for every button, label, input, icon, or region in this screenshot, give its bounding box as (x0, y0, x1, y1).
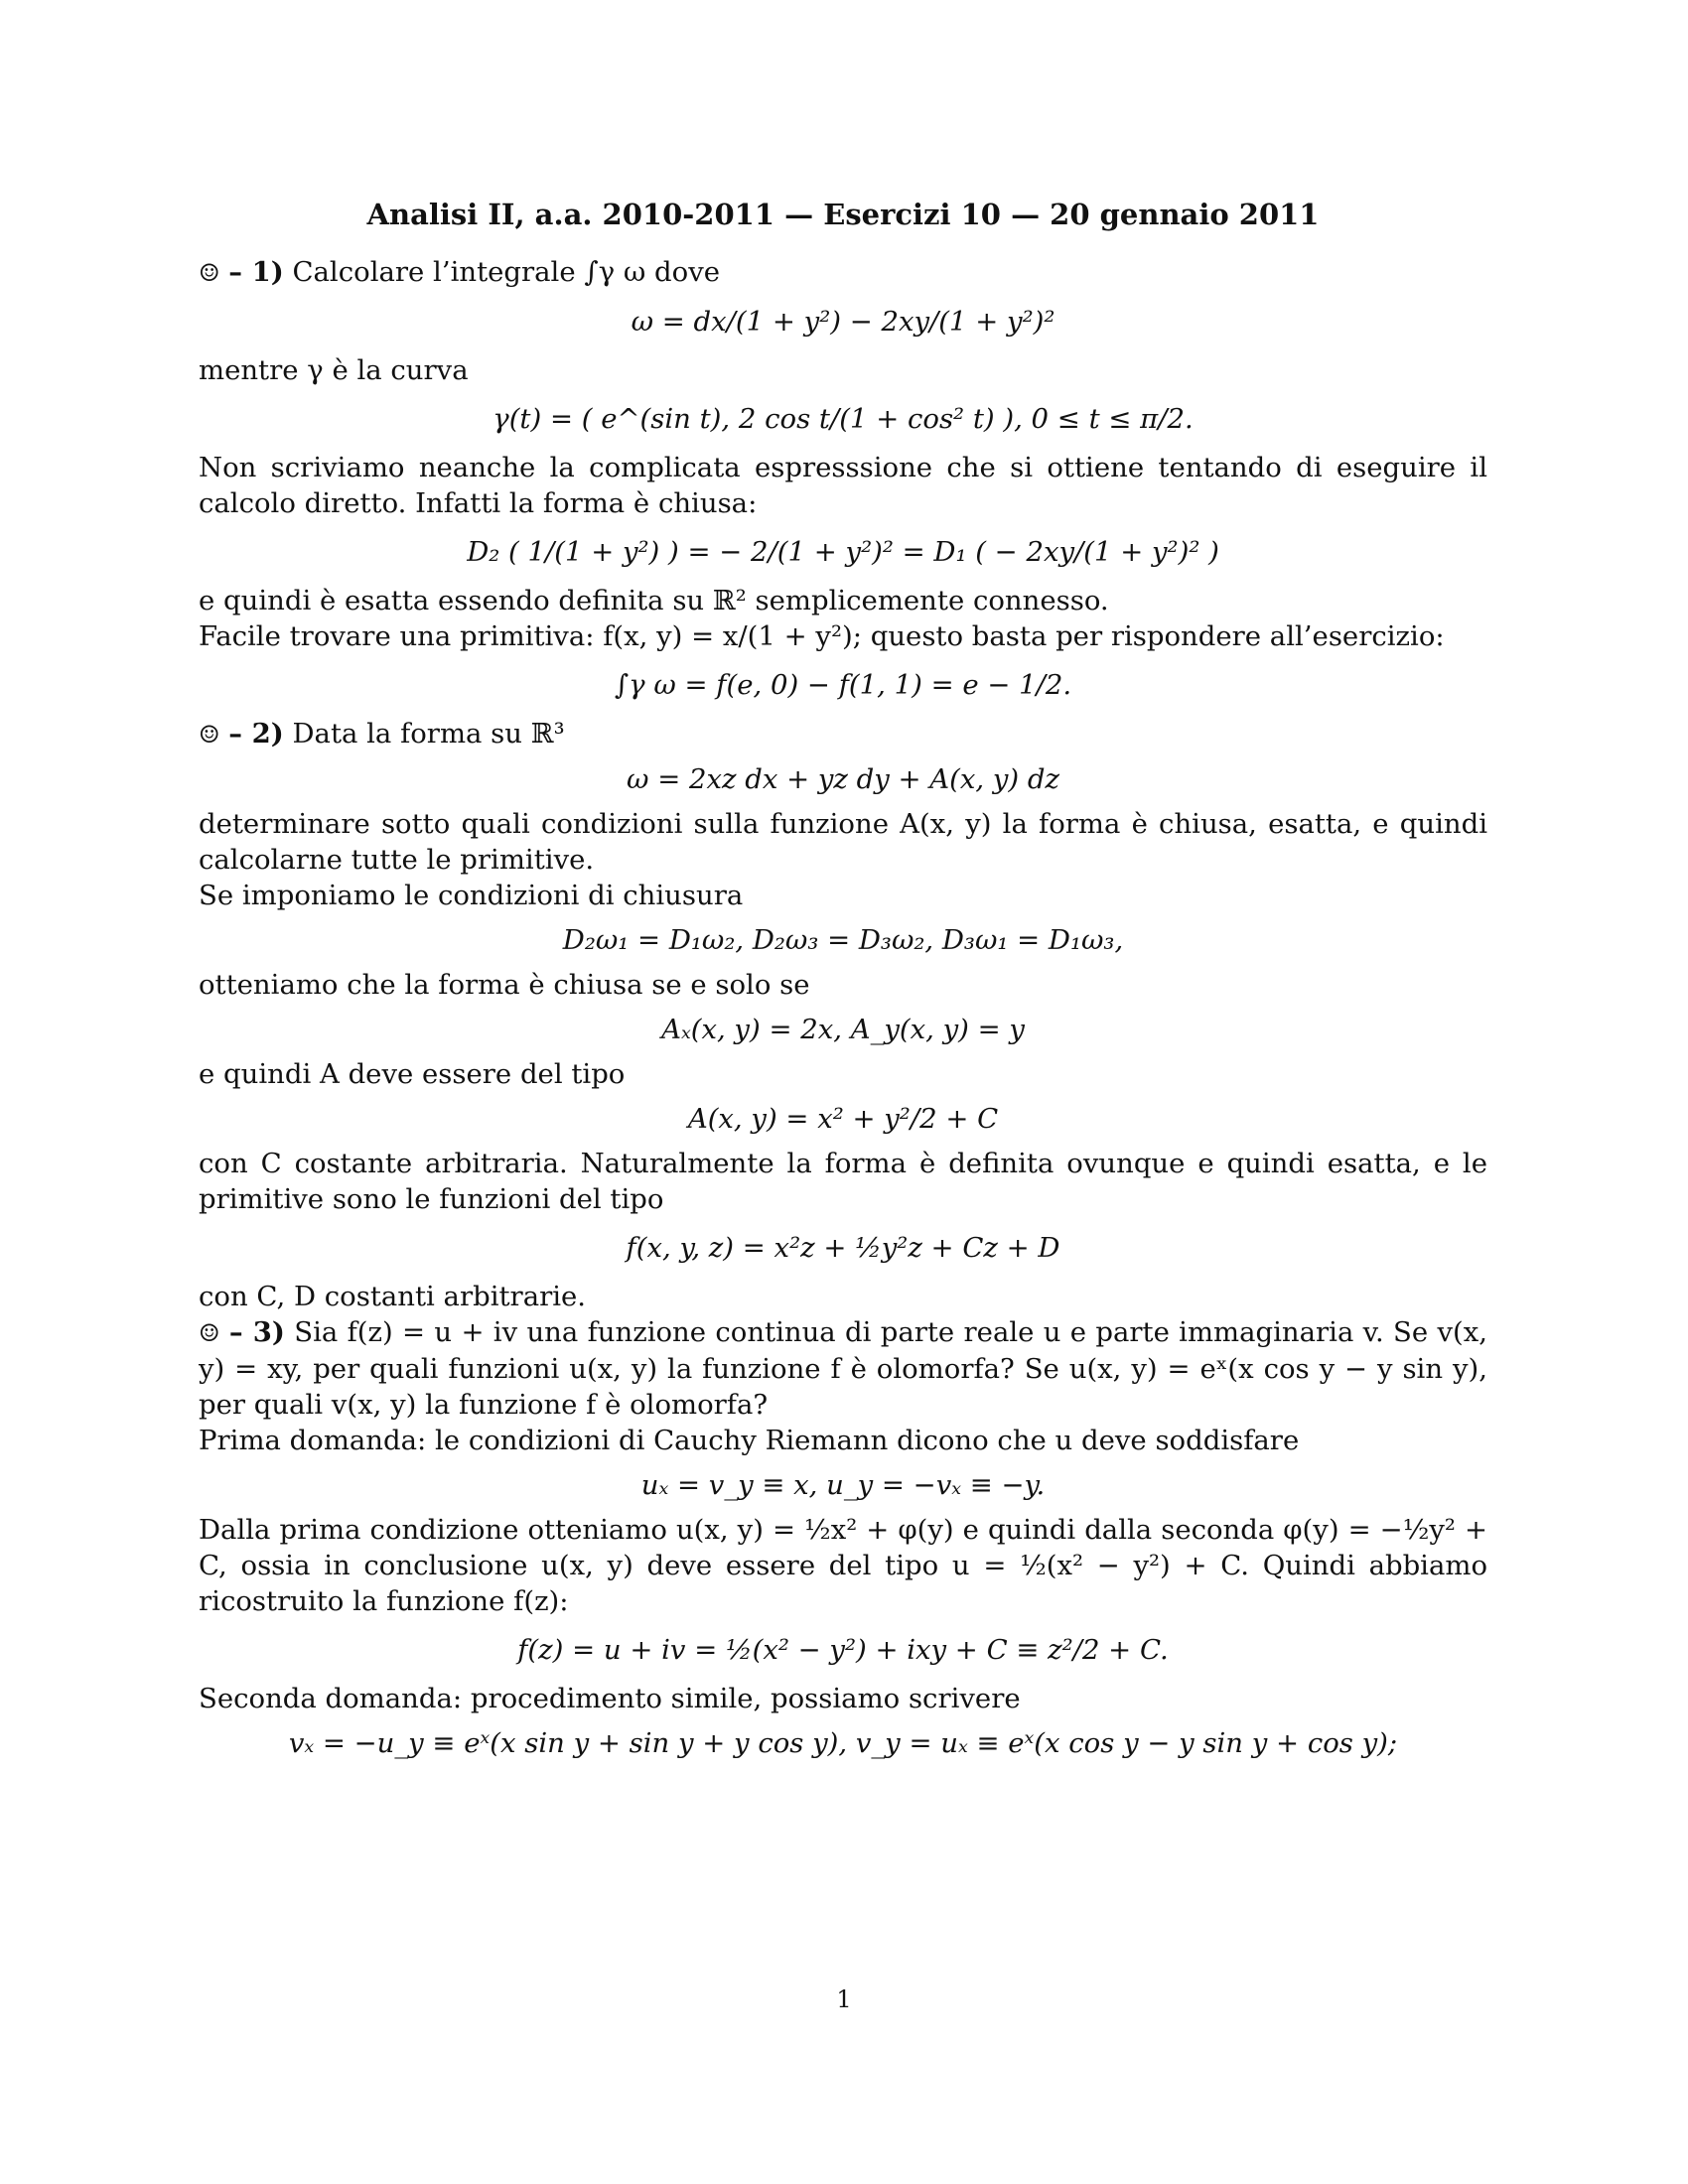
paragraph: Dalla prima condizione otteniamo u(x, y) = ½x² + φ(y) e quindi dalla seconda φ(y) = −½y² + C, ossia in conclusione u(x, y) deve essere del tipo u = ½(x² − y²) + C. Quindi abbiamo ricostruito la funzione f(z): (199, 1514, 1487, 1617)
formula-omega: ω = dx/(1 + y²) − 2xy/(1 + y²)² (631, 306, 1055, 338)
exercise-3-statement-line (199, 1314, 1487, 1423)
formula-curve: γ(t) = ( e^(sin t), 2 cos t/(1 + cos² t) ), 0 ≤ t ≤ π/2. (492, 403, 1194, 435)
page-title: Analisi II, a.a. 2010-2011 — Esercizi 10 — 20 gennaio 2011 (366, 198, 1320, 231)
exercise-number: – 2) (228, 718, 284, 750)
formula-cauchy-riemann: uₓ = v_y ≡ x, u_y = −vₓ ≡ −y. (640, 1469, 1046, 1501)
page-content (199, 195, 1487, 1770)
paragraph: Prima domanda: le condizioni di Cauchy Riemann dicono che u deve soddisfare (199, 1425, 1300, 1456)
exercise-3 (199, 1314, 1487, 1762)
paragraph: Non scriviamo neanche la complicata espresssione che si ottiene tentando di eseguire il calcolo diretto. Infatti la forma è chiusa: (199, 452, 1487, 519)
paragraph: e quindi A deve essere del tipo (199, 1058, 626, 1090)
formula-conditions: D₂ω₁ = D₁ω₂, D₂ω₃ = D₃ω₂, D₃ω₁ = D₁ω₃, (562, 924, 1124, 956)
paragraph: otteniamo che la forma è chiusa se e solo se (199, 969, 810, 1001)
paragraph: determinare sotto quali condizioni sulla funzione A(x, y) la forma è chiusa, esatta, e quindi calcolarne tutte le primitive. (199, 808, 1487, 876)
formula-partials: Aₓ(x, y) = 2x, A_y(x, y) = y (661, 1014, 1025, 1045)
exercise-statement: Calcolare l’integrale ∫γ ω dove (292, 256, 721, 288)
formula-fz: f(z) = u + iv = ½(x² − y²) + ixy + C ≡ z²/2 + C. (517, 1634, 1169, 1666)
smiley-icon: ☺ (199, 259, 220, 287)
formula-v: vₓ = −u_y ≡ eˣ(x sin y + sin y + y cos y), v_y = uₓ ≡ eˣ(x cos y − y sin y + cos y); (288, 1727, 1398, 1759)
formula-f: f(x, y, z) = x²z + ½y²z + Cz + D (626, 1232, 1060, 1264)
formula-omega: ω = 2xz dx + yz dy + A(x, y) dz (627, 763, 1059, 795)
curve-intro: mentre γ è la curva (199, 354, 469, 386)
paragraph: Seconda domanda: procedimento simile, possiamo scrivere (199, 1683, 1021, 1714)
exercise-1-statement-line (199, 254, 1487, 291)
paragraph: e quindi è esatta essendo definita su ℝ² semplicemente connesso. (199, 585, 1109, 616)
formula-result: ∫γ ω = f(e, 0) − f(1, 1) = e − 1/2. (614, 669, 1072, 701)
formula-A: A(x, y) = x² + y²/2 + C (687, 1103, 999, 1135)
paragraph: con C, D costanti arbitrarie. (199, 1281, 587, 1312)
exercise-1 (199, 254, 1487, 708)
exercise-statement: Sia f(z) = u + iv una funzione continua di parte reale u e parte immaginaria v. Se v(x, y) = xy, per quali funzioni u(x, y) la funzione f è olomorfa? Se u(x, y) = eˣ(x cos y − y sin y), per quali v(x, y) la funzione f è olomorfa? (199, 1316, 1487, 1421)
paragraph: Se imponiamo le condizioni di chiusura (199, 880, 744, 911)
exercise-number: – 3) (228, 1316, 285, 1348)
paragraph: Facile trovare una primitiva: f(x, y) = x/(1 + y²); questo basta per rispondere all’esercizio: (199, 620, 1445, 652)
exercise-2 (199, 716, 1487, 1314)
smiley-icon: ☺ (199, 721, 220, 749)
smiley-icon: ☺ (199, 1319, 220, 1347)
exercise-statement: Data la forma su ℝ³ (292, 718, 565, 750)
formula-closed: D₂ ( 1/(1 + y²) ) = − 2/(1 + y²)² = D₁ ( − 2xy/(1 + y²)² ) (467, 536, 1219, 568)
exercise-number: – 1) (228, 256, 284, 288)
exercise-2-statement-line (199, 716, 1487, 752)
page-number: 1 (836, 1985, 852, 2013)
paragraph: con C costante arbitraria. Naturalmente la forma è definita ovunque e quindi esatta, e le primitive sono le funzioni del tipo (199, 1148, 1487, 1215)
